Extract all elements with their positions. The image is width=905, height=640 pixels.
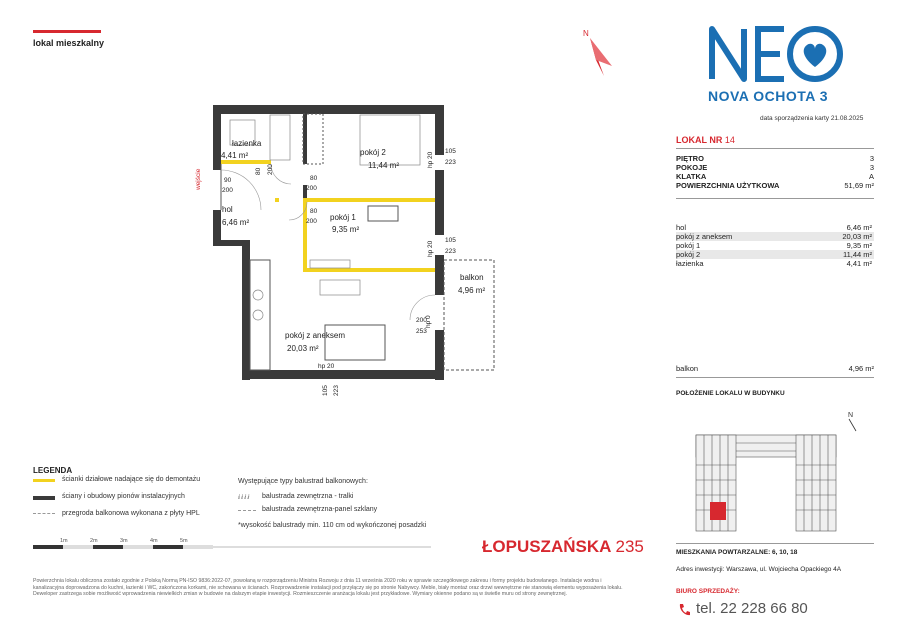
street-name-text: ŁOPUSZAŃSKA [482, 537, 611, 556]
detail-value: 3 [869, 154, 874, 163]
detail-label: KLATKA [676, 172, 707, 181]
removable-wall [303, 268, 435, 272]
wall [435, 170, 444, 235]
document-title: lokal mieszkalny [33, 38, 105, 48]
balustrady-title: Występujące typy balustrad balkonowych: [238, 478, 368, 485]
balustrada-1: balustrada zewnętrzna - tralki [262, 493, 354, 500]
room-area: 9,35 m² [846, 241, 872, 250]
detail-label: POKOJE [676, 163, 708, 172]
room-row [676, 232, 874, 241]
details-list [676, 154, 874, 190]
dim-label: 200 [267, 164, 274, 175]
street-name [482, 537, 644, 557]
scale-label: 3m [120, 538, 128, 544]
room-label: łazienka [676, 259, 704, 268]
separator [676, 543, 874, 544]
lokal-label: LOKAL NR [676, 135, 723, 145]
dim-label: 200 [306, 185, 317, 192]
north-label: N [583, 29, 589, 38]
dim-label: 105 [322, 385, 329, 396]
dim-label: 223 [445, 248, 456, 255]
neo-logo [708, 23, 848, 85]
detail-value: A [868, 172, 874, 181]
balkon-row [676, 364, 874, 373]
room-area-pokoj2: 11,44 m² [368, 161, 399, 170]
room-row [676, 250, 874, 259]
svg-text:N: N [848, 412, 854, 419]
position-title: POŁOŻENIE LOKALU W BUDYNKU [676, 390, 785, 397]
footer-disclaimer: Powierzchnia lokalu obliczona zostało zgodnie z Polską Normą PN-ISO 9836:2022-07, powołaną w rozporządzeniu Ministra Rozwoju z dnia 11 września 2020 roku w sprawie szczegółowego zakresu i formy projektu budowlanego. Instalacje wodna i kanalizacyjna doprowadzona do kuchni, łazienki i WC, zakończona korkami, nie schowana w ścianach. Rozprowadzenie instalacji pod przyłączy się po stronie Nabywcy. Meble, biały montaż oraz drzwi wewnętrzne nie stanowią elementu wyposażenia lokalu. Deweloper zastrzega sobie możliwość wprowadzenia niewielkich zmian w budowie na dalszym etapie inwestycji. Rozmieszczenie aranżacja lokalu jest przykładowe. Wymiary okienne podano są w świetle muru od strony zewnętrznej. [33, 578, 623, 597]
scale-bar [33, 535, 433, 553]
header-red-bar [33, 30, 101, 33]
separator [676, 148, 874, 149]
dim-label: 223 [445, 159, 456, 166]
room-row [676, 259, 874, 268]
rooms-list [676, 223, 874, 268]
dim-label: hp 20 [427, 240, 434, 257]
repeated-apartments: MIESZKANIA POWTARZALNE: 6, 10, 18 [676, 549, 798, 556]
detail-value: 3 [869, 163, 874, 172]
room-area-pokoj1: 9,35 m² [332, 225, 360, 234]
detail-row [676, 163, 874, 172]
balkon-label: balkon [676, 364, 699, 373]
investment-address: Adres inwestycji: Warszawa, ul. Wojciecha Opackiego 4A [676, 566, 842, 573]
room-area-aneks: 20,03 m² [287, 344, 319, 353]
street-number: 235 [615, 537, 644, 556]
room-area-balkon: 4,96 m² [458, 286, 486, 295]
detail-label: PIĘTRO [676, 154, 704, 163]
brand-subtitle: NOVA OCHOTA 3 [708, 88, 829, 104]
wall [435, 105, 444, 155]
legend-item: ściany i obudowy pionów instalacyjnych [62, 493, 185, 500]
legend-hpl-swatch [33, 513, 55, 516]
floor-plan [190, 100, 510, 400]
room-area-lazienka: 4,41 m² [221, 151, 249, 160]
wall [213, 105, 221, 170]
legend-dark-swatch [33, 496, 55, 500]
wall [213, 240, 248, 246]
wall [213, 105, 443, 114]
scale-label: 5m [180, 538, 188, 544]
removable-wall [303, 198, 307, 270]
card-date: data sporządzenia karty 21.08.2025 [760, 115, 864, 122]
balustrada-2-swatch [238, 510, 256, 511]
balustrada-2: balustrada zewnętrzna-panel szklany [262, 506, 378, 513]
detail-value: 51,69 m² [844, 181, 874, 190]
legend-item: ścianki działowe nadające się do demontażu [62, 476, 201, 483]
dim-label: 80 [255, 167, 262, 175]
room-row [676, 223, 874, 232]
room-label-hol: hol [222, 205, 233, 214]
north-arrow-icon [580, 26, 620, 86]
room-label: pokój 2 [676, 250, 701, 259]
detail-row [676, 172, 874, 181]
separator [676, 377, 874, 378]
removable-wall [221, 160, 271, 164]
room-label-pokoj2: pokój 2 [360, 148, 386, 157]
room-area: 11,44 m² [842, 250, 872, 259]
scale-label: 1m [60, 538, 68, 544]
entrance-label: wejście [195, 168, 202, 190]
dim-label: 90 [224, 177, 232, 184]
legend-title: LEGENDA [33, 466, 73, 475]
room-label-lazienka: łazienka [232, 139, 262, 148]
room-label-pokoj1: pokój 1 [330, 213, 356, 222]
room-label: hol [676, 223, 687, 232]
legend-item: przegroda balkonowa wykonana z płyty HPL [62, 510, 200, 517]
dim-label: 223 [333, 385, 340, 396]
wall [303, 114, 307, 164]
sales-office-label: BIURO SPRZEDAŻY: [676, 588, 740, 595]
dim-label: hp 20 [427, 151, 434, 168]
detail-label: POWIERZCHNIA UŻYTKOWA [676, 181, 780, 190]
detail-row [676, 154, 874, 163]
phone-number[interactable]: tel. 22 228 66 80 [696, 600, 808, 617]
dim-label: 105 [445, 148, 456, 155]
room-area: 6,46 m² [846, 223, 872, 232]
room-row [676, 241, 874, 250]
dim-label: 200 [306, 218, 317, 225]
room-area: 20,03 m² [842, 232, 872, 241]
dim-label: 80 [310, 175, 318, 182]
lokal-number: 14 [724, 135, 735, 145]
dim-label: 253 [416, 328, 427, 335]
legend-yellow-swatch [33, 479, 55, 482]
room-label-balkon: balkon [460, 273, 484, 282]
balustrada-note: *wysokość balustrady min. 110 cm od wykończonej posadzki [238, 522, 427, 529]
removable-wall [303, 198, 435, 202]
apartment-location-marker [710, 502, 726, 520]
dim-label: hp 0 [425, 315, 432, 328]
room-area-hol: 6,46 m² [222, 218, 250, 227]
balkon-value: 4,96 m² [848, 364, 874, 373]
scale-label: 2m [90, 538, 98, 544]
phone-icon [678, 603, 690, 617]
dim-label: hp 20 [318, 363, 335, 370]
removable-wall [275, 198, 279, 202]
detail-row [676, 181, 874, 190]
room-label: pokój 1 [676, 241, 701, 250]
dim-label: 80 [310, 208, 318, 215]
building-position-map [676, 405, 874, 535]
wall [435, 330, 444, 380]
dim-label: 105 [445, 237, 456, 244]
scale-label: 4m [150, 538, 158, 544]
separator [676, 198, 874, 199]
wall [435, 255, 444, 295]
wall [242, 240, 250, 380]
dim-label: 200 [416, 317, 427, 324]
lokal-number-heading [676, 135, 735, 145]
wall [213, 210, 221, 240]
room-label-aneks: pokój z aneksem [285, 331, 346, 340]
wall [242, 370, 442, 379]
room-label: pokój z aneksem [676, 232, 733, 241]
dim-label: 200 [222, 187, 233, 194]
room-area: 4,41 m² [846, 259, 872, 268]
